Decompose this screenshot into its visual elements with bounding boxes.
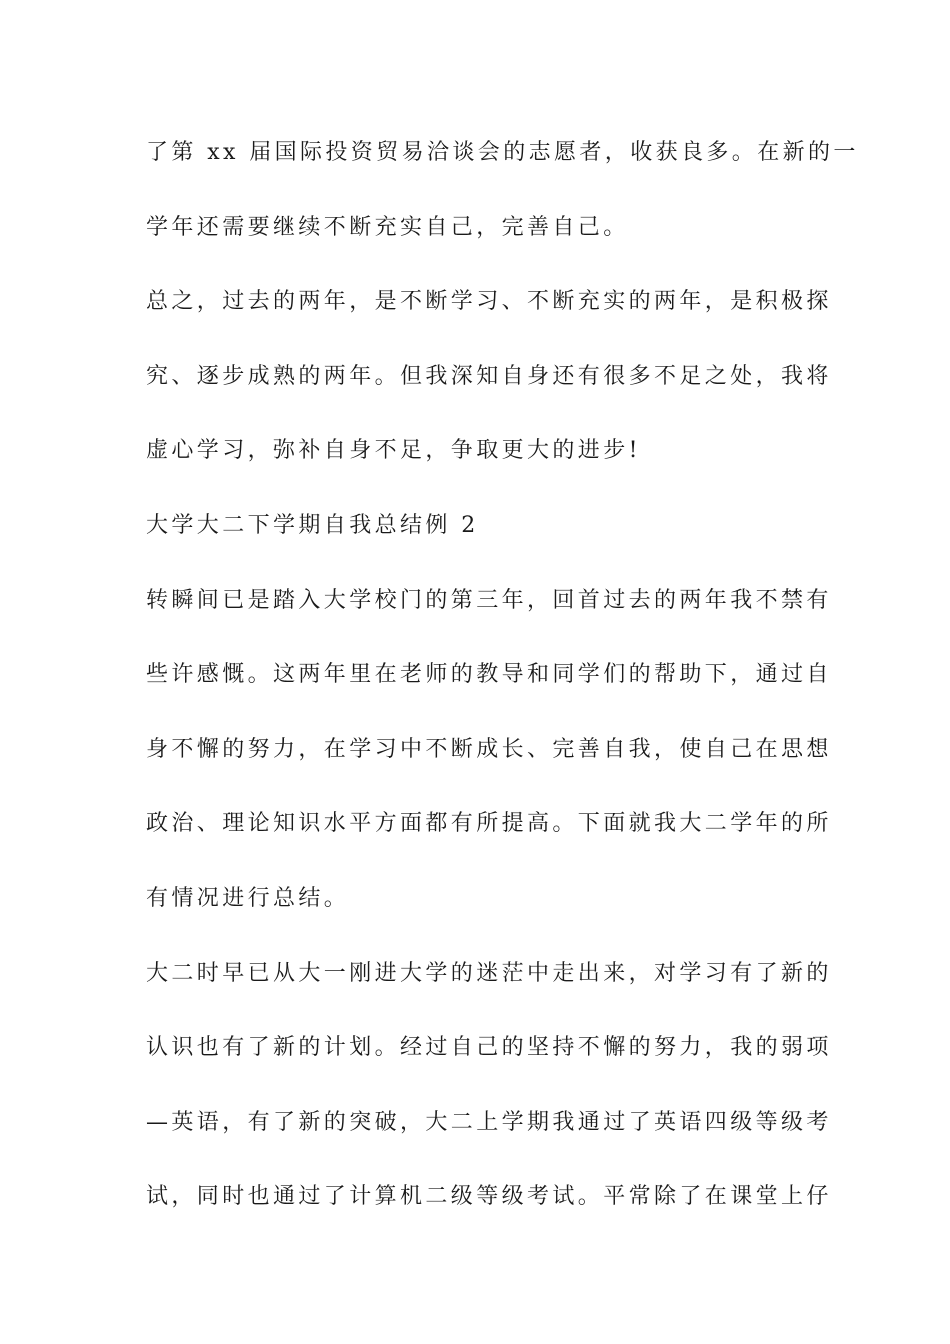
paragraph-line: 究、逐步成熟的两年。但我深知自身还有很多不足之处，我将 [146,364,832,389]
paragraph-line: 政治、理论知识水平方面都有所提高。下面就我大二学年的所 [146,811,832,836]
paragraph-line: 学年还需要继续不断充实自己，完善自己。 [146,215,629,240]
paragraph-line: 虚心学习，弥补自身不足，争取更大的进步! [146,438,641,463]
paragraph-line: 有情况进行总结。 [146,886,350,911]
paragraph-line: 身不懈的努力，在学习中不断成长、完善自我，使自己在思想 [146,737,832,762]
section-heading: 大学大二下学期自我总结例 2 [146,513,479,538]
paragraph-line: 大二时早已从大一刚进大学的迷茫中走出来，对学习有了新的 [146,961,832,986]
paragraph-line: —英语，有了新的突破，大二上学期我通过了英语四级等级考 [146,1110,832,1135]
paragraph-line: 些许感慨。这两年里在老师的教导和同学们的帮助下，通过自 [146,662,832,687]
paragraph-line: 试，同时也通过了计算机二级等级考试。平常除了在课堂上仔 [146,1184,832,1209]
paragraph-line: 转瞬间已是踏入大学校门的第三年，回首过去的两年我不禁有 [146,588,832,613]
paragraph-line: 了第 xx 届国际投资贸易洽谈会的志愿者，收获良多。在新的一 [146,140,859,165]
paragraph-line: 总之，过去的两年，是不断学习、不断充实的两年，是积极探 [146,289,832,314]
paragraph-line: 认识也有了新的计划。经过自己的坚持不懈的努力，我的弱项 [146,1035,832,1060]
